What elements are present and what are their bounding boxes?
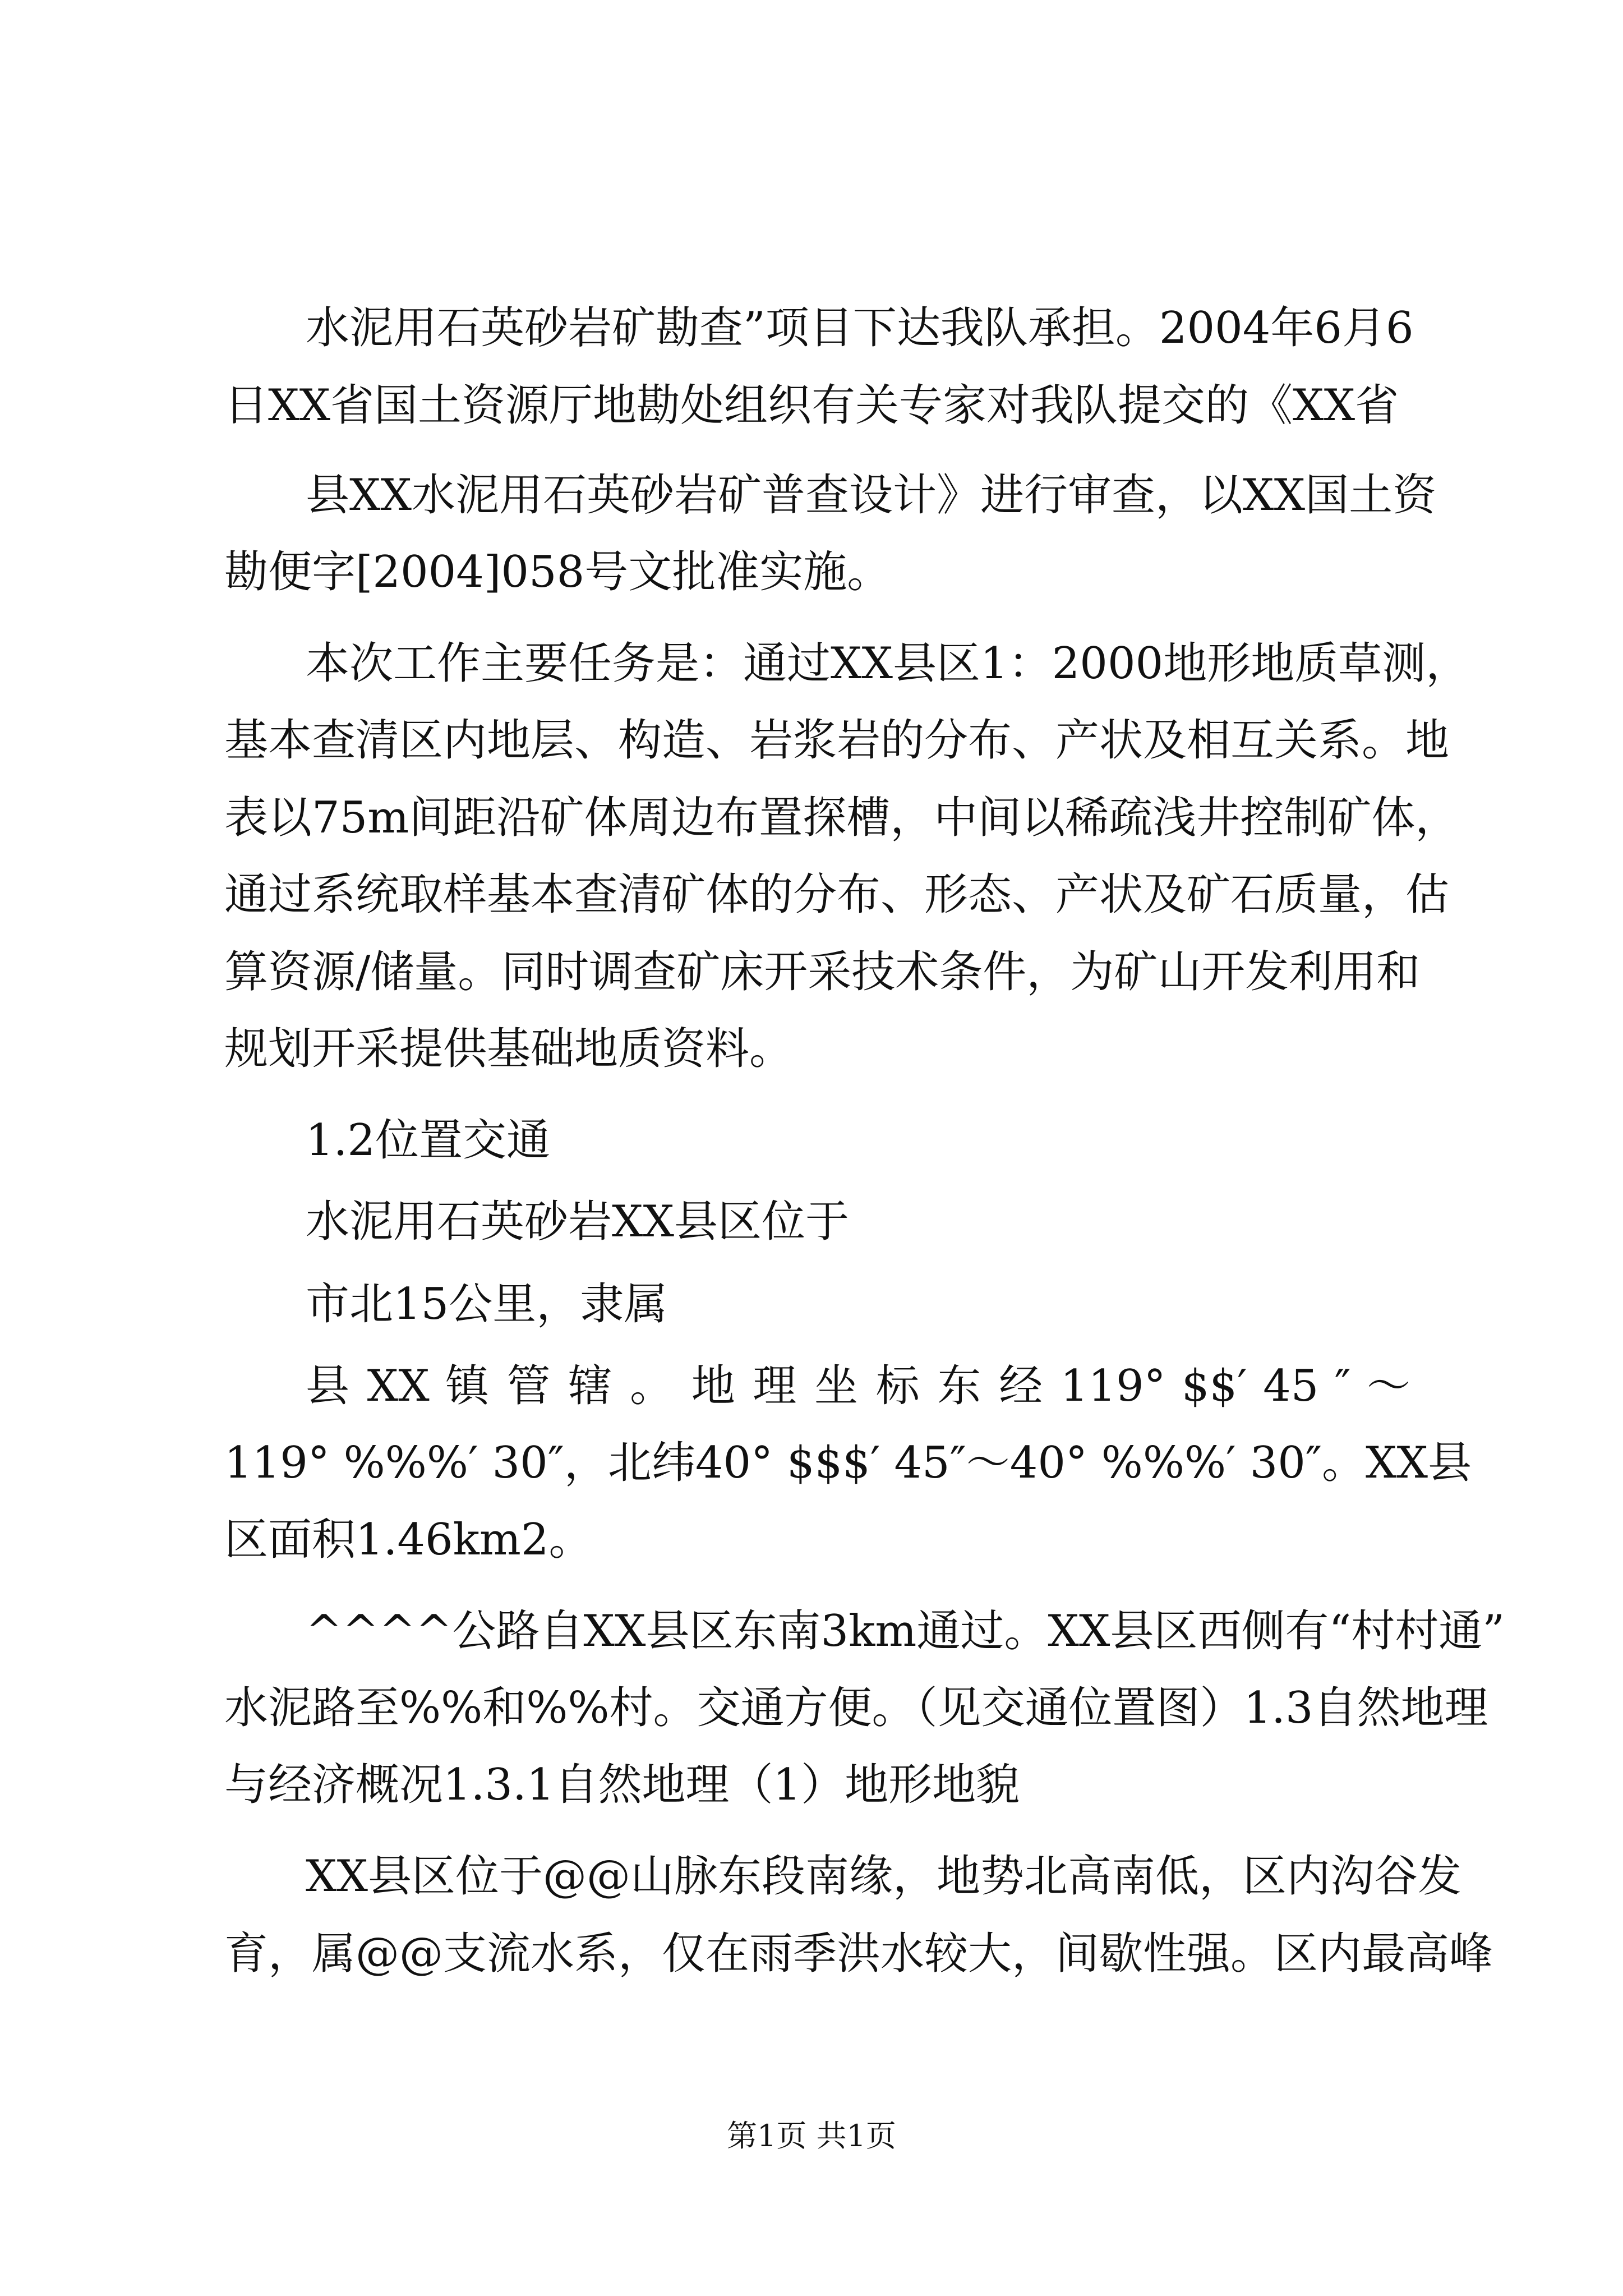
text-line: 勘便字[2004]058号文批准实施。 bbox=[224, 547, 891, 597]
text-line: 通过系统取样基本查清矿体的分布、形态、产状及矿石质量，估 bbox=[224, 869, 1450, 920]
text-line: 与经济概况1.3.1自然地理（1）地形地貌 bbox=[224, 1760, 1020, 1810]
text-line: XX县区位于@@山脉东段南缘，地势北高南低，区内沟谷发 bbox=[306, 1851, 1462, 1902]
page-footer: 第1页 共1页 bbox=[727, 2118, 896, 2154]
text-line: 市北15公里，隶属 bbox=[306, 1279, 668, 1329]
text-line: 育，属@@支流水系，仅在雨季洪水较大，间歇性强。区内最高峰 bbox=[224, 1929, 1493, 1979]
text-line: 水泥路至%%和%%村。交通方便。（见交通位置图）1.3自然地理 bbox=[224, 1683, 1488, 1733]
section-heading: 1.2位置交通 bbox=[306, 1115, 551, 1166]
text-line: 本次工作主要任务是：通过XX县区1：2000地形地质草测， bbox=[306, 638, 1470, 689]
text-line: ^^^^公路自XX县区东南3km通过。XX县区西侧有“村村通” bbox=[306, 1606, 1505, 1657]
text-line: 县XX水泥用石英砂岩矿普查设计》进行审查，以XX国土资 bbox=[306, 470, 1437, 521]
text-line: 表以75m间距沿矿体周边布置探槽，中间以稀疏浅井控制矿体， bbox=[224, 793, 1459, 843]
text-line: 区面积1.46km2。 bbox=[224, 1515, 593, 1565]
text-line: 算资源/储量。同时调查矿床开采技术条件，为矿山开发利用和 bbox=[224, 947, 1421, 997]
text-line: 规划开采提供基础地质资料。 bbox=[224, 1024, 794, 1074]
text-line: 县 XX 镇 管 辖 。 地 理 坐 标 东 经 119° $$′ 45 ″ ～ bbox=[306, 1361, 1410, 1411]
text-line: 水泥用石英砂岩矿勘查”项目下达我队承担。2004年6月6 bbox=[306, 303, 1414, 353]
text-line: 水泥用石英砂岩XX县区位于 bbox=[306, 1197, 850, 1247]
text-line: 日XX省国土资源厅地勘处组织有关专家对我队提交的《XX省 bbox=[224, 380, 1399, 431]
text-line: 119° %%%′ 30″，北纬40° $$$′ 45″～40° %%%′ 30″。XX县 bbox=[224, 1438, 1472, 1488]
text-line: 基本查清区内地层、构造、岩浆岩的分布、产状及相互关系。地 bbox=[224, 715, 1450, 766]
